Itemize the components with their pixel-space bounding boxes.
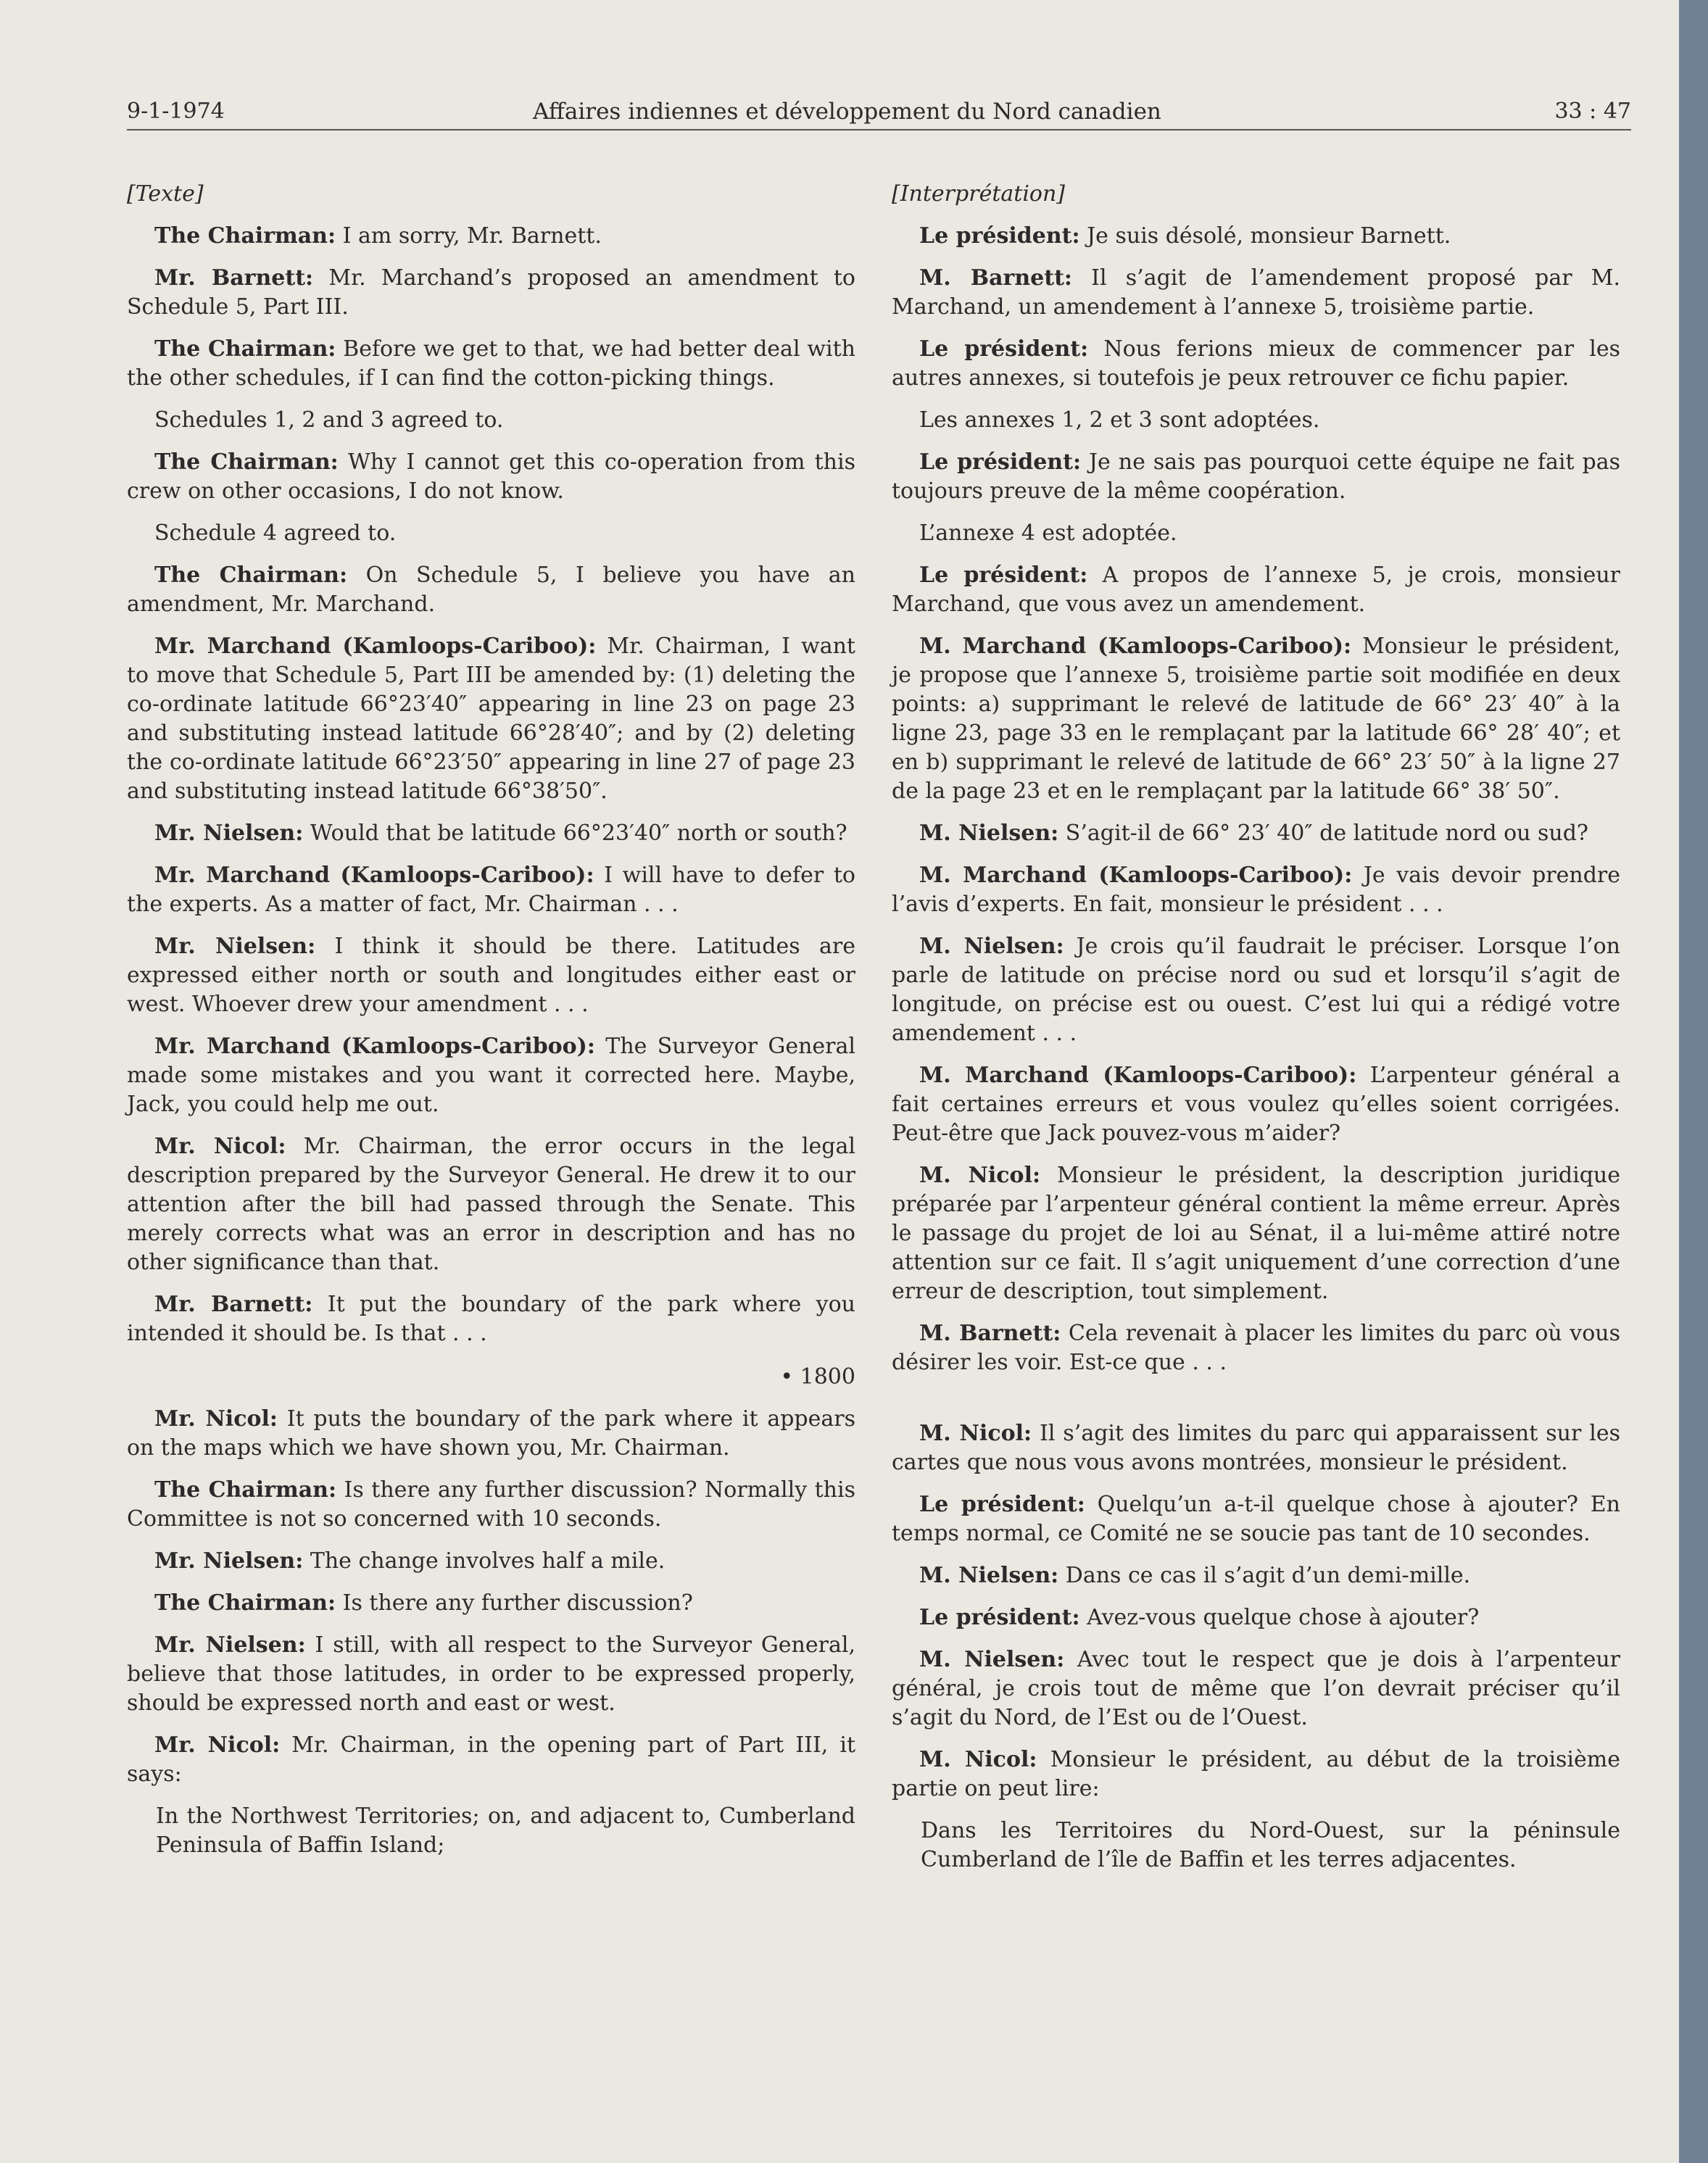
speaker-name: M. Barnett: bbox=[919, 265, 1073, 291]
paragraph-text: Schedule 4 agreed to. bbox=[154, 520, 397, 546]
paragraph-text: Quelqu’un a-t-il quelque chose à ajouter? En temps normal, ce Comité ne se soucie pas tant de 10 secondes. bbox=[892, 1492, 1620, 1546]
paragraph-text: The Surveyor General made some mistakes and you want it corrected here. Maybe, Jack, you could help me out. bbox=[127, 1034, 855, 1117]
paragraph-text: Is there any further discussion? Normally this Committee is not so concerned with 10 seconds. bbox=[127, 1477, 855, 1532]
paragraph bbox=[892, 448, 1620, 506]
speaker-name: Le président: bbox=[919, 1492, 1085, 1517]
paragraph bbox=[892, 1319, 1620, 1377]
paragraph bbox=[127, 861, 855, 919]
paragraph-list bbox=[892, 222, 1620, 1377]
paragraph bbox=[892, 861, 1620, 919]
speaker-name: The Chairman: bbox=[154, 223, 336, 249]
paragraph bbox=[127, 1631, 855, 1718]
background-edge bbox=[1679, 0, 1708, 2163]
paragraph-text: Schedules 1, 2 and 3 agreed to. bbox=[154, 407, 504, 433]
paragraph-list bbox=[127, 222, 855, 1348]
paragraph bbox=[892, 406, 1620, 435]
paragraph-text: Il s’agit de l’amendement proposé par M. Marchand, un amendement à l’annexe 5, troisième partie. bbox=[892, 265, 1620, 320]
speaker-name: M. Nielsen: bbox=[919, 821, 1059, 846]
paragraph bbox=[892, 222, 1620, 251]
speaker-name: Mr. Nielsen: bbox=[154, 1548, 304, 1574]
paragraph bbox=[127, 1476, 855, 1534]
paragraph bbox=[127, 1405, 855, 1463]
paragraph-text: L’arpenteur général a fait certaines erreurs et vous voulez qu’elles soient corrigées. Peut-être que Jack pouvez-vous m’aider? bbox=[892, 1063, 1621, 1146]
header-date: 9-1-1974 bbox=[127, 99, 225, 124]
paragraph-text: The change involves half a mile. bbox=[303, 1548, 666, 1574]
paragraph bbox=[127, 222, 855, 251]
paragraph-text: Monsieur le président, la description juridique préparée par l’arpenteur général contient la même erreur. Après le passage du projet de loi au Sénat, il a lui-même attiré notre attention sur ce fait. Il s’agit uniquement d’une correction d’une erreur de description, tout simplement. bbox=[892, 1163, 1620, 1304]
paragraph-text: Would that be latitude 66°23′40″ north or south? bbox=[303, 821, 847, 846]
paragraph-text: Avez-vous quelque chose à ajouter? bbox=[1079, 1605, 1480, 1630]
paragraph bbox=[892, 632, 1620, 806]
speaker-name: Mr. Marchand (Kamloops-Cariboo): bbox=[154, 863, 594, 888]
speaker-name: Mr. Marchand (Kamloops-Cariboo): bbox=[154, 634, 597, 659]
paragraph bbox=[892, 264, 1620, 322]
paragraph-text: Je ne sais pas pourquoi cette équipe ne fait pas toujours preuve de la même coopération. bbox=[892, 449, 1620, 504]
paragraph-text: I am sorry, Mr. Barnett. bbox=[336, 223, 602, 249]
speaker-name: Le président: bbox=[919, 449, 1082, 475]
paragraph-text: Mr. Chairman, I want to move that Schedule 5, Part III be amended by: (1) deleting the co-ordinate latitude 66°23′40″ appearing in line 23 on page 23 and substituting instead latitude 66°28′40″; and by (2) deleting the co-ordinate latitude 66°23′50″ appearing in line 27 of page 23 and substituting instead latitude 66°38′50″. bbox=[127, 634, 855, 804]
paragraph bbox=[127, 1731, 855, 1789]
paragraph bbox=[892, 561, 1620, 619]
paragraph bbox=[127, 632, 855, 806]
quotation: Dans les Territoires du Nord-Ouest, sur la péninsule Cumberland de l’île de Baffin et les terres adjacentes. bbox=[921, 1818, 1620, 1872]
speaker-name: Mr. Marchand (Kamloops-Cariboo): bbox=[154, 1034, 595, 1059]
speaker-name: M. Nielsen: bbox=[919, 1563, 1059, 1588]
speaker-name: The Chairman: bbox=[154, 562, 348, 588]
paragraph bbox=[892, 1419, 1620, 1477]
speaker-name: The Chairman: bbox=[154, 449, 339, 475]
paragraph-list bbox=[892, 1419, 1620, 1803]
paragraph bbox=[127, 561, 855, 619]
paragraph bbox=[892, 1561, 1620, 1590]
french-column bbox=[892, 180, 1620, 1875]
speaker-name: Mr. Barnett: bbox=[154, 265, 314, 291]
paragraph-text: Mr. Marchand’s proposed an amendment to Schedule 5, Part III. bbox=[127, 265, 855, 320]
paragraph-text: L’annexe 4 est adoptée. bbox=[919, 520, 1177, 546]
paragraph-text: Je vais devoir prendre l’avis d’experts. En fait, monsieur le président . . . bbox=[892, 863, 1621, 917]
paragraph bbox=[892, 335, 1620, 393]
paragraph bbox=[127, 819, 855, 848]
paragraph bbox=[892, 1161, 1620, 1306]
paragraph bbox=[127, 264, 855, 322]
paragraph-text: Mr. Chairman, the error occurs in the legal description prepared by the Surveyor General. He drew it to our attention after the bill had passed through the Senate. This merely corrects what was an error in description and has no other significance than that. bbox=[127, 1134, 855, 1275]
speaker-name: M. Marchand (Kamloops-Cariboo): bbox=[919, 1063, 1357, 1088]
paragraph-text: Monsieur le président, au début de la troisième partie on peut lire: bbox=[892, 1747, 1620, 1801]
speaker-name: Mr. Nicol: bbox=[154, 1406, 278, 1432]
paragraph-list bbox=[127, 1405, 855, 1789]
speaker-name: The Chairman: bbox=[154, 336, 336, 362]
speaker-name: M. Nicol: bbox=[919, 1421, 1032, 1446]
english-column bbox=[127, 180, 855, 1860]
speaker-name: Mr. Nielsen: bbox=[154, 821, 304, 846]
header-title: Affaires indiennes et développement du Nord canadien bbox=[533, 99, 1161, 125]
paragraph bbox=[892, 1490, 1620, 1548]
spacer bbox=[892, 1377, 1620, 1406]
speaker-name: Le président: bbox=[919, 336, 1089, 362]
page-header bbox=[127, 94, 1631, 130]
paragraph-text: Nous ferions mieux de commencer par les autres annexes, si toutefois je peux retrouver ce fichu papier. bbox=[892, 336, 1620, 391]
paragraph bbox=[892, 1061, 1620, 1148]
column-label: [Texte] bbox=[127, 181, 204, 207]
paragraph-text: I will have to defer to the experts. As a matter of fact, Mr. Chairman . . . bbox=[127, 863, 855, 917]
paragraph bbox=[892, 932, 1620, 1048]
paragraph-text: Avec tout le respect que je dois à l’arpenteur général, je crois tout de même que l’on devrait préciser qu’il s’agit du Nord, de l’Est ou de l’Ouest. bbox=[892, 1647, 1621, 1730]
speaker-name: Le président: bbox=[919, 562, 1088, 588]
paragraph bbox=[127, 1589, 855, 1618]
paragraph-text: On Schedule 5, I believe you have an amendment, Mr. Marchand. bbox=[127, 562, 855, 617]
speaker-name: M. Marchand (Kamloops-Cariboo): bbox=[919, 863, 1353, 888]
paragraph bbox=[892, 1645, 1620, 1732]
paragraph-text: Is there any further discussion? bbox=[336, 1590, 693, 1616]
paragraph-text: Mr. Chairman, in the opening part of Part III, it says: bbox=[127, 1732, 855, 1787]
paragraph-text: Why I cannot get this co-operation from this crew on other occasions, I do not know. bbox=[127, 449, 855, 504]
paragraph bbox=[892, 1603, 1620, 1632]
paragraph-text: Il s’agit des limites du parc qui apparaissent sur les cartes que nous vous avons montrées, monsieur le président. bbox=[892, 1421, 1620, 1475]
paragraph-text: Je crois qu’il faudrait le préciser. Lorsque l’on parle de latitude on précise nord ou sud et lorsqu’il s’agit de longitude, on précise est ou ouest. C’est lui qui a rédigé votre amendement . . . bbox=[892, 934, 1620, 1046]
speaker-name: Mr. Barnett: bbox=[154, 1292, 313, 1317]
paragraph bbox=[127, 1290, 855, 1348]
paragraph-text: I think it should be there. Latitudes are expressed either north or south and longitudes either east or west. Whoever drew your amendment . . . bbox=[127, 934, 855, 1017]
speaker-name: Mr. Nielsen: bbox=[154, 1632, 306, 1658]
paragraph-text: Cela revenait à placer les limites du parc où vous désirer les voir. Est-ce que . . . bbox=[892, 1321, 1620, 1375]
paragraph-text: Before we get to that, we had better deal with the other schedules, if I can find the cotton-picking things. bbox=[127, 336, 855, 391]
paragraph bbox=[127, 406, 855, 435]
speaker-name: The Chairman: bbox=[154, 1477, 337, 1503]
header-page-number: 33 : 47 bbox=[1554, 99, 1631, 124]
speaker-name: M. Nielsen: bbox=[919, 934, 1064, 959]
speaker-name: M. Nielsen: bbox=[919, 1647, 1065, 1672]
speaker-name: The Chairman: bbox=[154, 1590, 336, 1616]
paragraph-text: A propos de l’annexe 5, je crois, monsieur Marchand, que vous avez un amendement. bbox=[892, 562, 1620, 617]
paragraph bbox=[127, 1547, 855, 1576]
speaker-name: M. Marchand (Kamloops-Cariboo): bbox=[919, 634, 1352, 659]
quotation: In the Northwest Territories; on, and adjacent to, Cumberland Peninsula of Baffin Island; bbox=[156, 1803, 855, 1858]
speaker-name: Mr. Nicol: bbox=[154, 1732, 281, 1758]
column-label: [Interprétation] bbox=[892, 181, 1066, 207]
paragraph bbox=[892, 819, 1620, 848]
paragraph-text: It put the boundary of the park where you intended it should be. Is that . . . bbox=[127, 1292, 855, 1346]
speaker-name: Mr. Nicol: bbox=[154, 1134, 286, 1159]
paragraph-text: Dans ce cas il s’agit d’un demi-mille. bbox=[1058, 1563, 1471, 1588]
time-marker: • 1800 bbox=[780, 1364, 855, 1390]
speaker-name: Mr. Nielsen: bbox=[154, 934, 316, 959]
paragraph bbox=[127, 1032, 855, 1119]
speaker-name: M. Nicol: bbox=[919, 1163, 1041, 1188]
paragraph-text: Les annexes 1, 2 et 3 sont adoptées. bbox=[919, 407, 1320, 433]
paragraph-text: I still, with all respect to the Surveyor General, believe that those latitudes, in order to be expressed properly, should be expressed north and east or west. bbox=[127, 1632, 855, 1716]
paragraph bbox=[127, 335, 855, 393]
paragraph bbox=[892, 1745, 1620, 1803]
speaker-name: M. Barnett: bbox=[919, 1321, 1061, 1346]
paragraph bbox=[127, 519, 855, 548]
paragraph-text: It puts the boundary of the park where it appears on the maps which we have shown you, Mr. Chairman. bbox=[127, 1406, 855, 1461]
speaker-name: Le président: bbox=[919, 1605, 1080, 1630]
speaker-name: Le président: bbox=[919, 223, 1080, 249]
paragraph bbox=[127, 932, 855, 1019]
paragraph-text: S’agit-il de 66° 23′ 40″ de latitude nord ou sud? bbox=[1058, 821, 1589, 846]
paragraph-text: Je suis désolé, monsieur Barnett. bbox=[1079, 223, 1451, 249]
speaker-name: M. Nicol: bbox=[919, 1747, 1037, 1772]
paragraph bbox=[127, 1132, 855, 1277]
paragraph-text: Monsieur le président, je propose que l’annexe 5, troisième partie soit modifiée en deux points: a) supprimant le relevé de latitude de 66° 23′ 40″ à la ligne 23, page 33 en le remplaçant par la latitude 66° 28′ 40″; et en b) supprimant le relevé de latitude de 66° 23′ 50″ à la ligne 27 de la page 23 et en le remplaçant par la latitude 66° 38′ 50″. bbox=[892, 634, 1620, 804]
paragraph bbox=[127, 448, 855, 506]
paragraph bbox=[892, 519, 1620, 548]
